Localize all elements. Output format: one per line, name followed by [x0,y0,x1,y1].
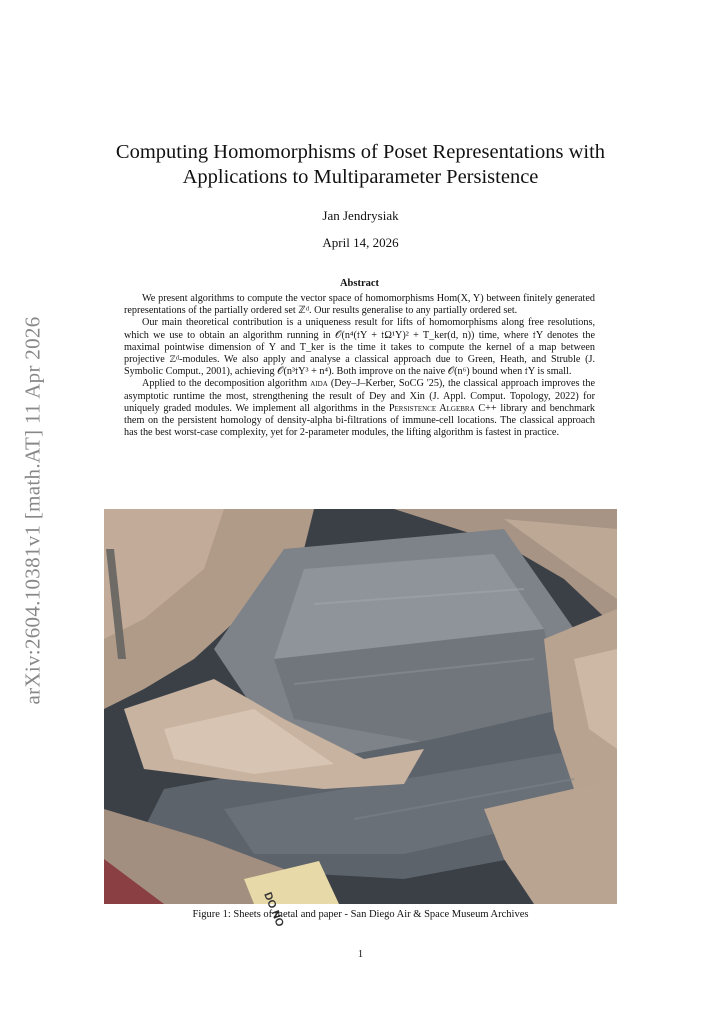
abstract-body [124,293,595,439]
aida-name: aida [310,378,328,390]
arxiv-sidebar [18,283,48,738]
abstract-paragraph-2: Our main theoretical contribution is a uniqueness result for lifts of homomorphisms along free resolutions, which we use to obtain an algorithm running in 𝒪(n⁴(𝔱Y + 𝔱Ω¹Y)² + T_ker(d, n)) time, where 𝔱Y denotes the maximal pointwise dimension of Y and T_ker is the time it takes to compute the kernel of a map between projective ℤᵈ-modules. We also apply and analyse a classical approach due to Green, Heath, and Struble (J. Symbolic Comput., 2001), achieving 𝒪(n³𝔱Y³ + n⁴). Both improve on the naive 𝒪(n⁶) bound when 𝔱Y is small. [124,317,595,378]
paper-title [60,140,661,190]
abstract-heading: Abstract [339,278,380,289]
page-number: 1 [357,949,364,960]
author-name: Jan Jendrysiak [322,208,399,223]
paper-date: April 14, 2026 [322,235,399,250]
library-name: Persistence Algebra [388,402,475,414]
abstract-paragraph-1: We present algorithms to compute the vector space of homomorphisms Hom(X, Y) between finitely generated representations of the partially ordered set ℤᵈ. Our results generalise to any partially ordered set. [124,293,595,317]
title-line-2: Applications to Multiparameter Persistence [182,166,539,188]
abstract-paragraph-3 [124,378,595,439]
arxiv-identifier: arXiv:2604.10381v1 [math.AT] 11 Apr 2026 [20,316,45,705]
figure-caption: Figure 1: Sheets of metal and paper - San Diego Air & Space Museum Archives [192,909,529,920]
abstract-p3-end: C++ library and benchmark them on the persistent homology of density-alpha bi-filtrations of immune-cell locations. The classical approach has the best worst-case complexity, yet for 2-parameter modules, the lifting algorithm is fastest in practice. [124,402,595,439]
abstract-p3-middle: (Dey–J–Kerber, SoCG '25), the classical approach improves the asymptotic runtime the most, strengthening the result of Dey and Xin (J. Appl. Comput. Topology, 2022) for uniquely graded modules. We implement all algorithms in the [124,378,595,414]
abstract-p3-start: Applied to the decomposition algorithm [142,378,311,390]
title-line-1: Computing Homomorphisms of Poset Representations with [115,141,606,163]
photo-label-text: DO NO [261,890,286,929]
